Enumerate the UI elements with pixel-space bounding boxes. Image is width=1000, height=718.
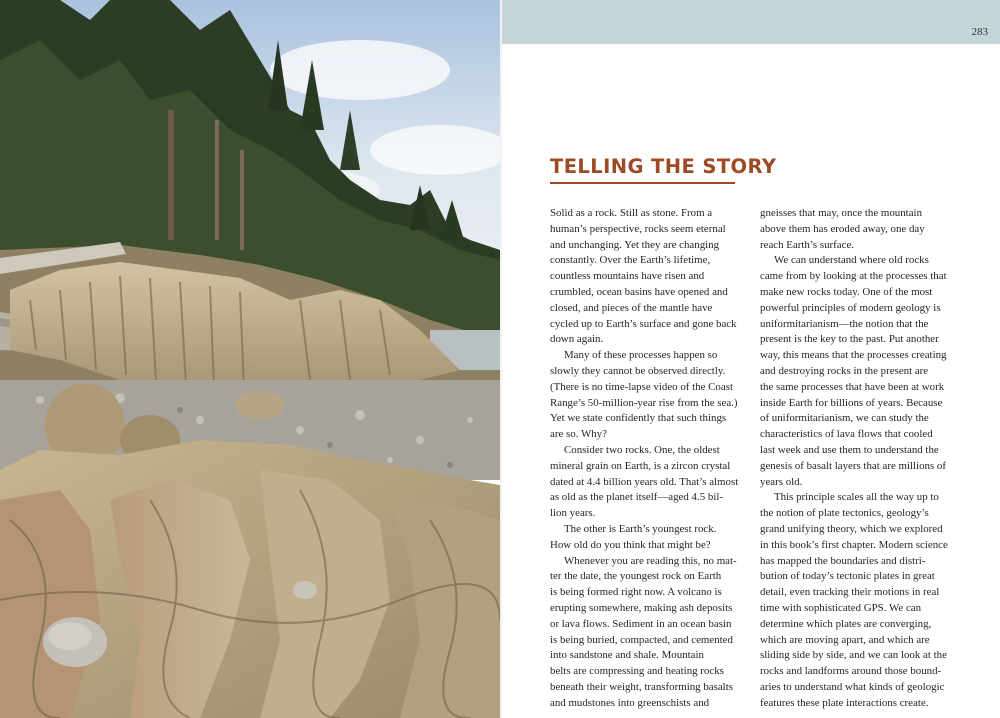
title-underline	[550, 182, 735, 184]
paragraph: Consider two rocks. One, the oldest mineral grain on Earth, is a zircon crystal dated at 4.4 billion years old. That’s almost as old as the planet itself—aged 4.5 bil- lion years.	[550, 443, 739, 520]
paragraph: Solid as a rock. Still as stone. From a human’s perspective, rocks seem eternal and unchanging. Yet they are changing constantly. Over the Earth’s lifetime, countless mountains have risen and crumbled, ocean basins have opened and closed, and pieces of the mantle have cycled up to Earth’s surface and gone back down again.	[550, 207, 737, 346]
body-column-right	[760, 206, 967, 712]
paragraph: Whenever you are reading this, no mat- ter the date, the youngest rock on Earth is being formed right now. A volcano is erupting somewhere, making ash deposits or lava flows. Sediment in an ocean basin is being buried, compacted, and cemented into sandstone and shale. Mountain belts are compressing and heating rocks beneath their weight, transforming basalts and mudstones into greenschists and	[550, 554, 737, 709]
paragraph: gneisses that may, once the mountain above them has eroded away, one day reach Earth’s surface.	[760, 207, 925, 251]
paragraph: We can understand where old rocks came from by looking at the processes that make new rocks today. One of the most powerful principles of modern geology is uniformitarianism—the notion that the present is the key to the past. Put another way, this means that the processes creating and destroying rocks in the present are the same processes that have been at work inside Earth for billions of years. Because of uniformitarianism, we can study the characteristics of lava flows that cooled last week and use them to understand the genesis of basalt layers that are millions of years old.	[760, 254, 947, 488]
page-number: 283	[971, 26, 988, 38]
paragraph: The other is Earth’s youngest rock. How old do you think that might be?	[550, 522, 717, 551]
paragraph: This principle scales all the way up to the notion of plate tectonics, geology’s grand unifying theory, which we explored in this book’s first chapter. Modern science has mapped the boundaries and distri- bution of today’s tectonic plates in great detail, even tracking their motions in real time with sophisticated GPS. We can determine which plates are converging, which are moving apart, and which are sliding side by side, and we can look at the rocks and landforms around those bound- aries to understand what kinds of geologic features these plate interactions create.	[760, 491, 948, 709]
section-title: TELLING THE STORY	[550, 155, 777, 178]
header-band	[502, 0, 1000, 44]
body-column-left	[550, 206, 757, 712]
paragraph: Many of these processes happen so slowly they cannot be observed directly. (There is no time-lapse video of the Coast Range’s 50-million-year rise from the sea.) Yet we state confidently that such things are so. Why?	[550, 349, 738, 441]
text-page	[502, 0, 1000, 718]
